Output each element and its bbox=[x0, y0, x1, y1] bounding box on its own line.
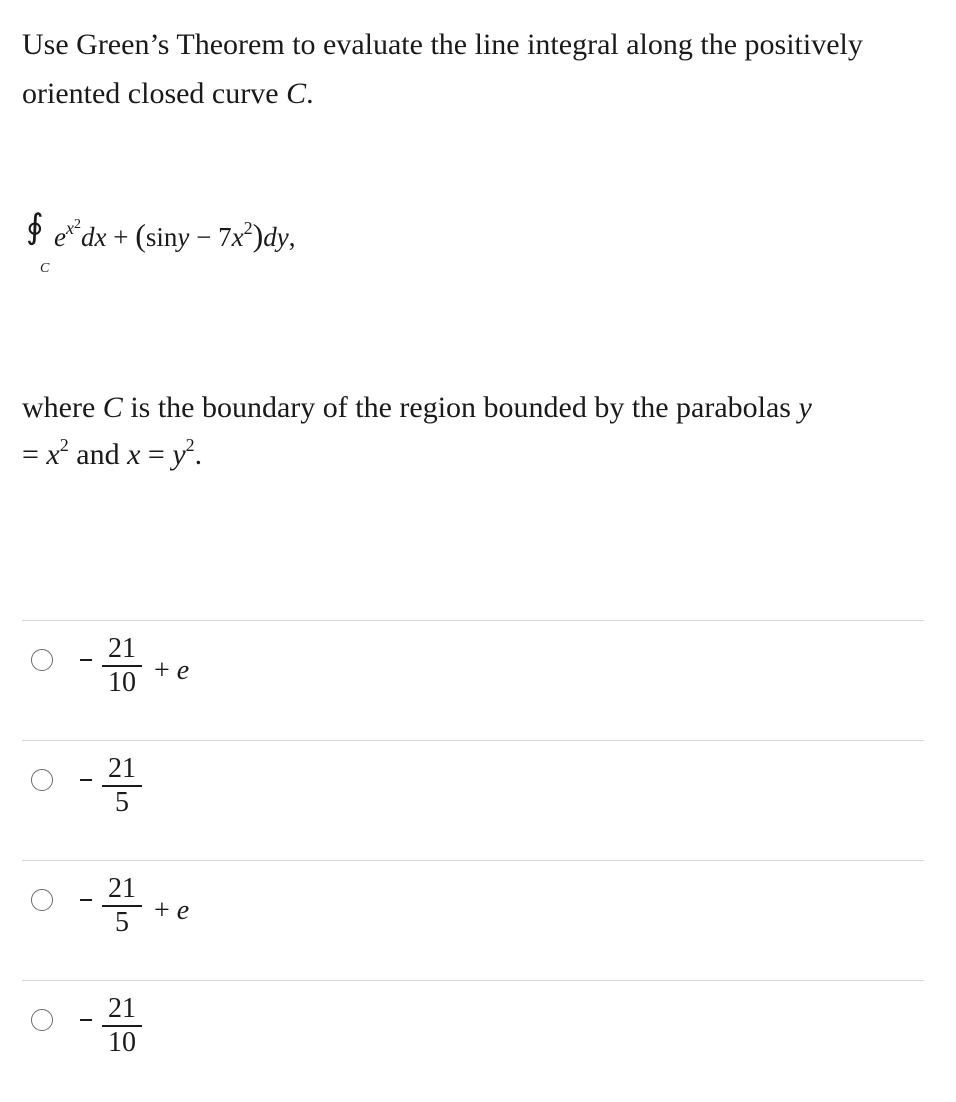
denominator: 5 bbox=[115, 907, 129, 938]
denominator: 10 bbox=[108, 667, 136, 698]
line-integral-formula bbox=[26, 205, 426, 285]
question-line-1: Use Green’s Theorem to evaluate the line integral along the positively bbox=[22, 28, 863, 61]
radio-button[interactable] bbox=[31, 889, 53, 911]
answer-option-4[interactable] bbox=[22, 980, 924, 1100]
question-period: . bbox=[306, 77, 314, 110]
minus-seven: − 7 bbox=[189, 222, 232, 252]
fraction bbox=[104, 873, 140, 939]
plus-e bbox=[154, 655, 189, 687]
contour-integral-symbol: ∮ bbox=[26, 209, 44, 246]
denominator: 10 bbox=[108, 1027, 136, 1058]
e-constant: e bbox=[176, 895, 190, 926]
where-and: and bbox=[68, 438, 128, 471]
numerator: 21 bbox=[108, 753, 136, 784]
fraction bbox=[104, 633, 140, 699]
where-end: . bbox=[194, 438, 203, 471]
numerator: 21 bbox=[108, 633, 136, 664]
question-line-2-text: oriented closed curve bbox=[22, 77, 287, 110]
sin: sin bbox=[145, 222, 178, 252]
where-x1: x bbox=[46, 438, 60, 471]
exp-x: x bbox=[65, 218, 74, 238]
where-pre: where bbox=[22, 391, 103, 424]
where-pow2: 2 bbox=[185, 435, 195, 455]
where-line-1 bbox=[22, 384, 932, 431]
numerator: 21 bbox=[108, 873, 136, 904]
where-eq1: = bbox=[22, 438, 47, 471]
region-description bbox=[22, 384, 932, 478]
question-line-2 bbox=[22, 69, 932, 118]
plus-sign: + bbox=[106, 222, 136, 252]
exp-power: 2 bbox=[73, 217, 81, 232]
sin-arg-y: y bbox=[177, 222, 190, 252]
answer-option-1[interactable] bbox=[22, 620, 924, 740]
negative-sign bbox=[80, 779, 92, 781]
where-eq2: = bbox=[140, 438, 173, 471]
negative-sign bbox=[80, 899, 92, 901]
plus: + bbox=[154, 895, 177, 926]
where-x2: x bbox=[127, 438, 141, 471]
plus-e bbox=[154, 895, 189, 927]
fraction bbox=[104, 753, 140, 819]
radio-button[interactable] bbox=[31, 769, 53, 791]
where-line-2 bbox=[22, 431, 932, 478]
integrand-e: e bbox=[54, 222, 66, 252]
fraction bbox=[104, 993, 140, 1059]
integrand: $e^{x^2}dx + (\sin y - 7x^2)dy$, bbox=[54, 217, 296, 253]
negative-sign bbox=[80, 1019, 92, 1021]
answer-option-3[interactable] bbox=[22, 860, 924, 980]
radio-button[interactable] bbox=[31, 1009, 53, 1031]
dx: dx bbox=[80, 222, 107, 252]
numerator: 21 bbox=[108, 993, 136, 1024]
where-y: y bbox=[798, 391, 812, 424]
radio-button[interactable] bbox=[31, 649, 53, 671]
e-constant: e bbox=[176, 655, 190, 686]
where-var-c: C bbox=[102, 391, 123, 424]
term-x: x bbox=[231, 222, 244, 252]
negative-sign bbox=[80, 659, 92, 661]
where-y2: y bbox=[172, 438, 186, 471]
term-power: 2 bbox=[243, 218, 253, 238]
question-text bbox=[22, 20, 932, 118]
answer-options bbox=[22, 620, 924, 1100]
answer-option-2[interactable] bbox=[22, 740, 924, 860]
plus: + bbox=[154, 655, 177, 686]
comma: , bbox=[288, 222, 296, 252]
where-pow1: 2 bbox=[59, 435, 69, 455]
integral-subscript: C bbox=[40, 261, 50, 276]
dy: dy bbox=[263, 222, 289, 252]
where-mid: is the boundary of the region bounded by the parabolas bbox=[122, 391, 799, 424]
curve-variable: C bbox=[286, 77, 307, 110]
denominator: 5 bbox=[115, 787, 129, 818]
